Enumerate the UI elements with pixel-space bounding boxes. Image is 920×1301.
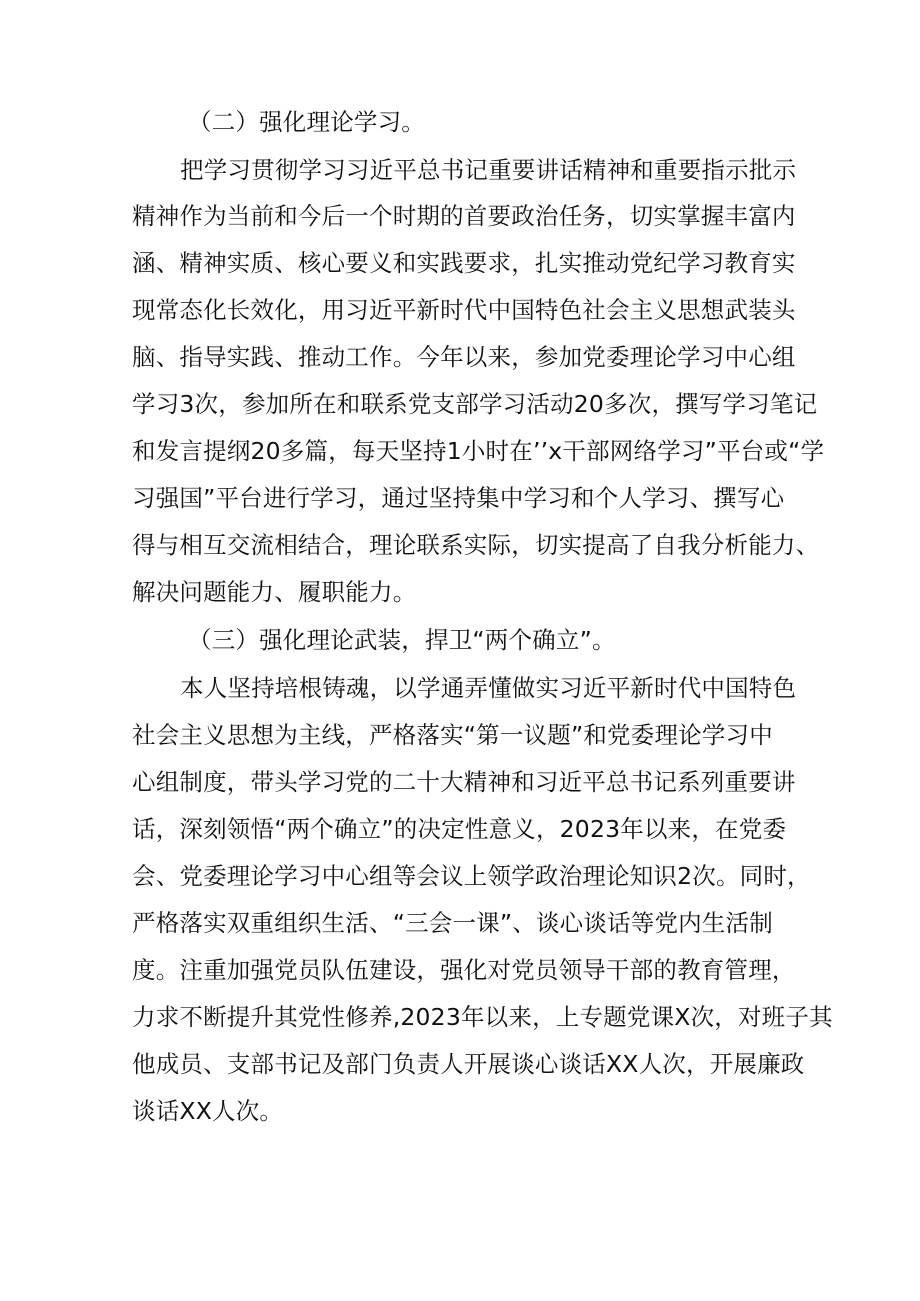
paragraph-line: 话，深刻领悟“两个确立”的决定性意义，2023年以来，在党委	[132, 815, 787, 843]
paragraph-line: 社会主义思想为主线，严格落实“第一议题”和党委理论学习中	[132, 721, 773, 749]
paragraph-line: 精神作为当前和今后一个时期的首要政治任务，切实掌握丰富内	[132, 202, 796, 230]
paragraph-line: 脑、指导实践、推动工作。今年以来，参加党委理论学习中心组	[132, 343, 796, 371]
paragraph-line: 和发言提纲20多篇，每天坚持1小时在’’x干部网络学习”平台或“学	[132, 437, 825, 465]
paragraph-line: 严格落实双重组织生活、“三会一课”、谈心谈话等党内生活制	[132, 909, 773, 937]
paragraph-line: 谈话XX人次。	[132, 1097, 284, 1125]
paragraph-line: 解决问题能力、履职能力。	[132, 578, 417, 606]
paragraph-line: 得与相互交流相结合，理论联系实际，切实提高了自我分析能力、	[132, 531, 820, 559]
section-heading-3: （三）强化理论武装，捍卫“两个确立”。	[188, 626, 616, 654]
paragraph-line: 本人坚持培根铸魂，以学通弄懂做实习近平新时代中国特色	[180, 674, 797, 702]
paragraph-line: 学习3次，参加所在和联系党支部学习活动20多次，撰写学习笔记	[132, 390, 818, 418]
paragraph-line: 把学习贯彻学习习近平总书记重要讲话精神和重要指示批示	[180, 156, 797, 184]
paragraph-line: 现常态化长效化，用习近平新时代中国特色社会主义思想武装头	[132, 296, 796, 324]
paragraph-line: 会、党委理论学习中心组等会议上领学政治理论知识2次。同时，	[132, 862, 811, 890]
section-heading-2: （二）强化理论学习。	[188, 108, 425, 136]
paragraph-line: 度。注重加强党员队伍建设，强化对党员领导干部的教育管理，	[132, 956, 796, 984]
paragraph-line: 习强国”平台进行学习，通过坚持集中学习和个人学习、撰写心	[132, 484, 785, 512]
paragraph-line: 力求不断提升其党性修养,2023年以来，上专题党课X次，对班子其	[132, 1003, 833, 1031]
paragraph-line: 心组制度，带头学习党的二十大精神和习近平总书记系列重要讲	[132, 768, 796, 796]
paragraph-line: 他成员、支部书记及部门负责人开展谈心谈话XX人次，开展廉政	[132, 1050, 805, 1078]
paragraph-line: 涵、精神实质、核心要义和实践要求，扎实推动党纪学习教育实	[132, 249, 796, 277]
